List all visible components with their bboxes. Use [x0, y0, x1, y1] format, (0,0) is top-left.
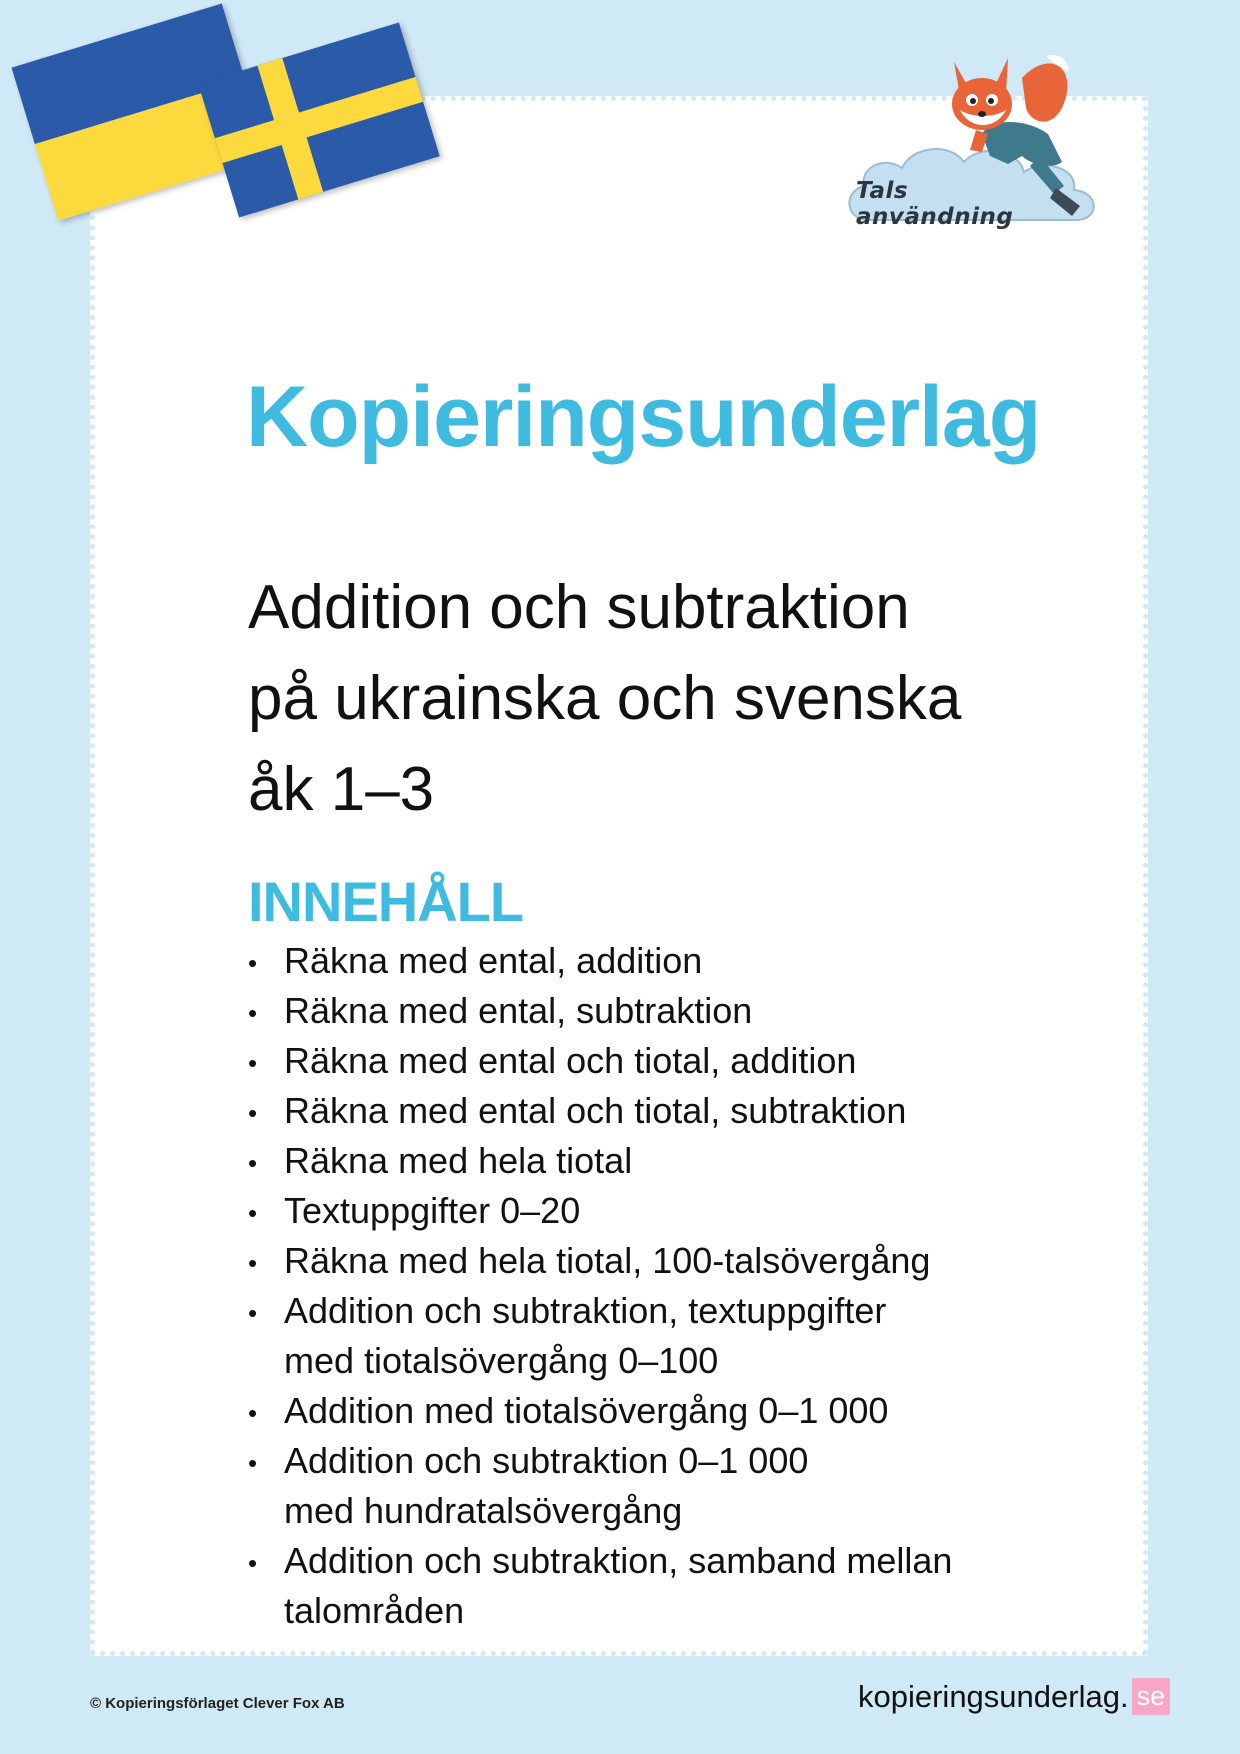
list-item	[248, 1386, 1088, 1436]
list-item-line: • Räkna med hela tiotal	[284, 1140, 633, 1181]
brand-name: kopieringsunderlag.	[858, 1679, 1129, 1714]
list-item-line: • Räkna med ental, addition	[284, 940, 703, 981]
list-item	[248, 1236, 1088, 1286]
list-item	[248, 1286, 1088, 1386]
list-item	[248, 1136, 1088, 1186]
page-subtitle	[248, 562, 961, 835]
list-item-line: • Räkna med ental och tiotal, addition	[284, 1040, 857, 1081]
list-item	[248, 986, 1088, 1036]
brand-link[interactable]	[858, 1678, 1170, 1715]
list-item-line: • Addition med tiotalsövergång 0–1 000	[284, 1390, 889, 1431]
list-item-line: • Räkna med ental, subtraktion	[284, 990, 753, 1031]
list-item-line: • Räkna med ental och tiotal, subtraktion	[284, 1090, 907, 1131]
list-item-line: • Addition och subtraktion, textuppgifter	[284, 1290, 887, 1331]
subtitle-line: på ukrainska och svenska	[248, 664, 962, 733]
list-item-line: med tiotalsövergång 0–100	[284, 1340, 719, 1381]
contents-list	[248, 936, 1088, 1636]
list-item-line: • Addition och subtraktion, samband mellan	[284, 1540, 953, 1581]
subtitle-line: åk 1–3	[248, 755, 435, 824]
list-item-line: med hundratalsövergång	[284, 1490, 683, 1531]
list-item	[248, 1186, 1088, 1236]
list-item	[248, 936, 1088, 986]
list-item	[248, 1536, 1088, 1636]
subtitle-line: Addition och subtraktion	[248, 573, 910, 642]
list-item	[248, 1036, 1088, 1086]
list-item	[248, 1436, 1088, 1536]
list-item	[248, 1086, 1088, 1136]
contents-heading: INNEHÅLL	[248, 870, 524, 933]
list-item-line: • Addition och subtraktion 0–1 000	[284, 1440, 809, 1481]
topic-badge-label: Tals användning	[856, 178, 1014, 230]
list-item-line: • Räkna med hela tiotal, 100-talsövergång	[284, 1240, 931, 1281]
list-item-line: talområden	[284, 1590, 465, 1631]
list-item-line: • Textuppgifter 0–20	[284, 1190, 581, 1231]
brand-suffix-badge: se	[1132, 1678, 1171, 1715]
copyright-text: © Kopieringsförlaget Clever Fox AB	[90, 1695, 345, 1712]
page-title: Kopieringsunderlag	[246, 369, 1041, 465]
